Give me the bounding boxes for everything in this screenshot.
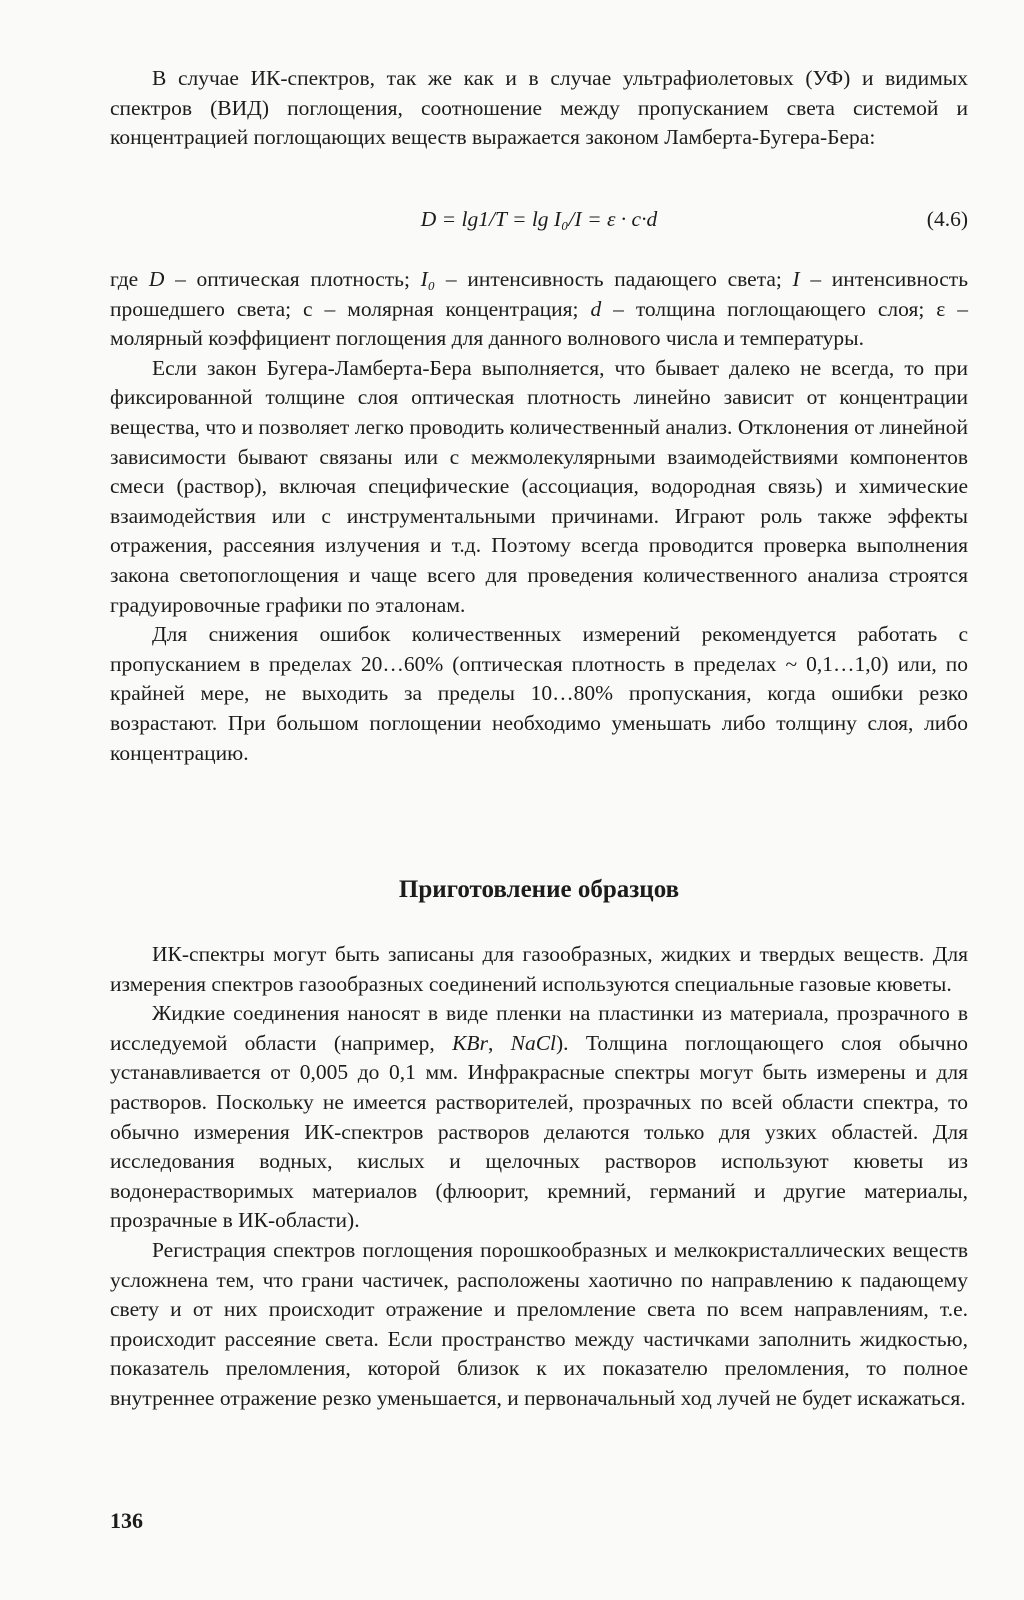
liquids-paragraph: Жидкие соединения наносят в виде пленки на пластинки из материала, прозрачного в исследуемой области (например, KBr, NaCl). Толщина поглощающего слоя обычно устанавливается от 0,005 до 0,1 мм. Инфракрасные спектры могут быть измерены и для растворов. Поскольку не имеется растворителей, прозрачных по всей области спектра, то обычно измерения ИК-спектров растворов делаются только для узких областей. Для исследования водных, кислых и щелочных растворов используют кюветы из водонерастворимых материалов (флюорит, кремний, германий и другие материалы, прозрачные в ИК-области).	[110, 1001, 968, 1233]
states-paragraph: ИК-спектры могут быть записаны для газообразных, жидких и твердых веществ. Для измерения спектров газообразных соединений используются специальные газовые кюветы.	[110, 942, 968, 996]
section-heading: Приготовление образцов	[398, 876, 680, 903]
beer-lambert-formula: D = lg1/T = lg I₀/I = ε · c·d	[420, 207, 658, 231]
intro-paragraph: В случае ИК-спектров, так же как и в случае ультрафиолетовых (УФ) и видимых спектров (ВИД) поглощения, соотношение между пропусканием света системой и концентрацией поглощающих веществ выражается законом Ламберта-Бугера-Бера:	[110, 66, 968, 150]
errors-paragraph: Для снижения ошибок количественных измерений рекомендуется работать с пропусканием в пределах 20…60% (оптическая плотность в пределах ~ 0,1…1,0) или, по крайней мере, не выходить за пределы 10…80% пропускания, когда ошибки резко возрастают. При большом поглощении необходимо уменьшать либо толщину слоя, либо концентрацию.	[110, 622, 968, 765]
definitions-paragraph: где D – оптическая плотность; I₀ – интенсивность падающего света; I – интенсивность прошедшего света; c – молярная концентрация; d – толщина поглощающего слоя; ε – молярный коэффициент поглощения для данного волнового числа и температуры.	[110, 267, 968, 351]
page-number: 136	[110, 1508, 143, 1533]
text-block-top	[110, 64, 968, 153]
law-paragraph: Если закон Бугера-Ламберта-Бера выполняется, что бывает далеко не всегда, то при фиксированной толщине слоя оптическая плотность линейно зависит от концентрации вещества, что и позволяет легко проводить количественный анализ. Отклонения от линейной зависимости бывают связаны или с межмолекулярными взаимодействиями компонентов смеси (раствор), включая специфические (ассоциация, водородная связь) и химические взаимодействия или с инструментальными причинами. Играют роль также эффекты отражения, рассеяния излучения и т.д. Поэтому всегда проводится проверка выполнения закона светопоглощения и чаще всего для проведения количественного анализа строятся градуировочные графики по эталонам.	[110, 355, 968, 617]
powders-paragraph: Регистрация спектров поглощения порошкообразных и мелкокристаллических веществ усложнена тем, что грани частичек, расположены хаотично по направлению к падающему свету и от них происходит отражение и преломление света по всем направлениям, т.е. происходит рассеяние света. Если пространство между частичками заполнить жидкостью, показатель преломления, которой близок к их показателю преломления, то полное внутреннее отражение резко уменьшается, и первоначальный ход лучей не будет искажаться.	[110, 1237, 968, 1410]
text-block-bottom	[110, 940, 968, 1414]
formula-row	[110, 207, 968, 239]
formula-number: (4.6)	[926, 207, 968, 231]
text-block-middle	[110, 265, 968, 768]
